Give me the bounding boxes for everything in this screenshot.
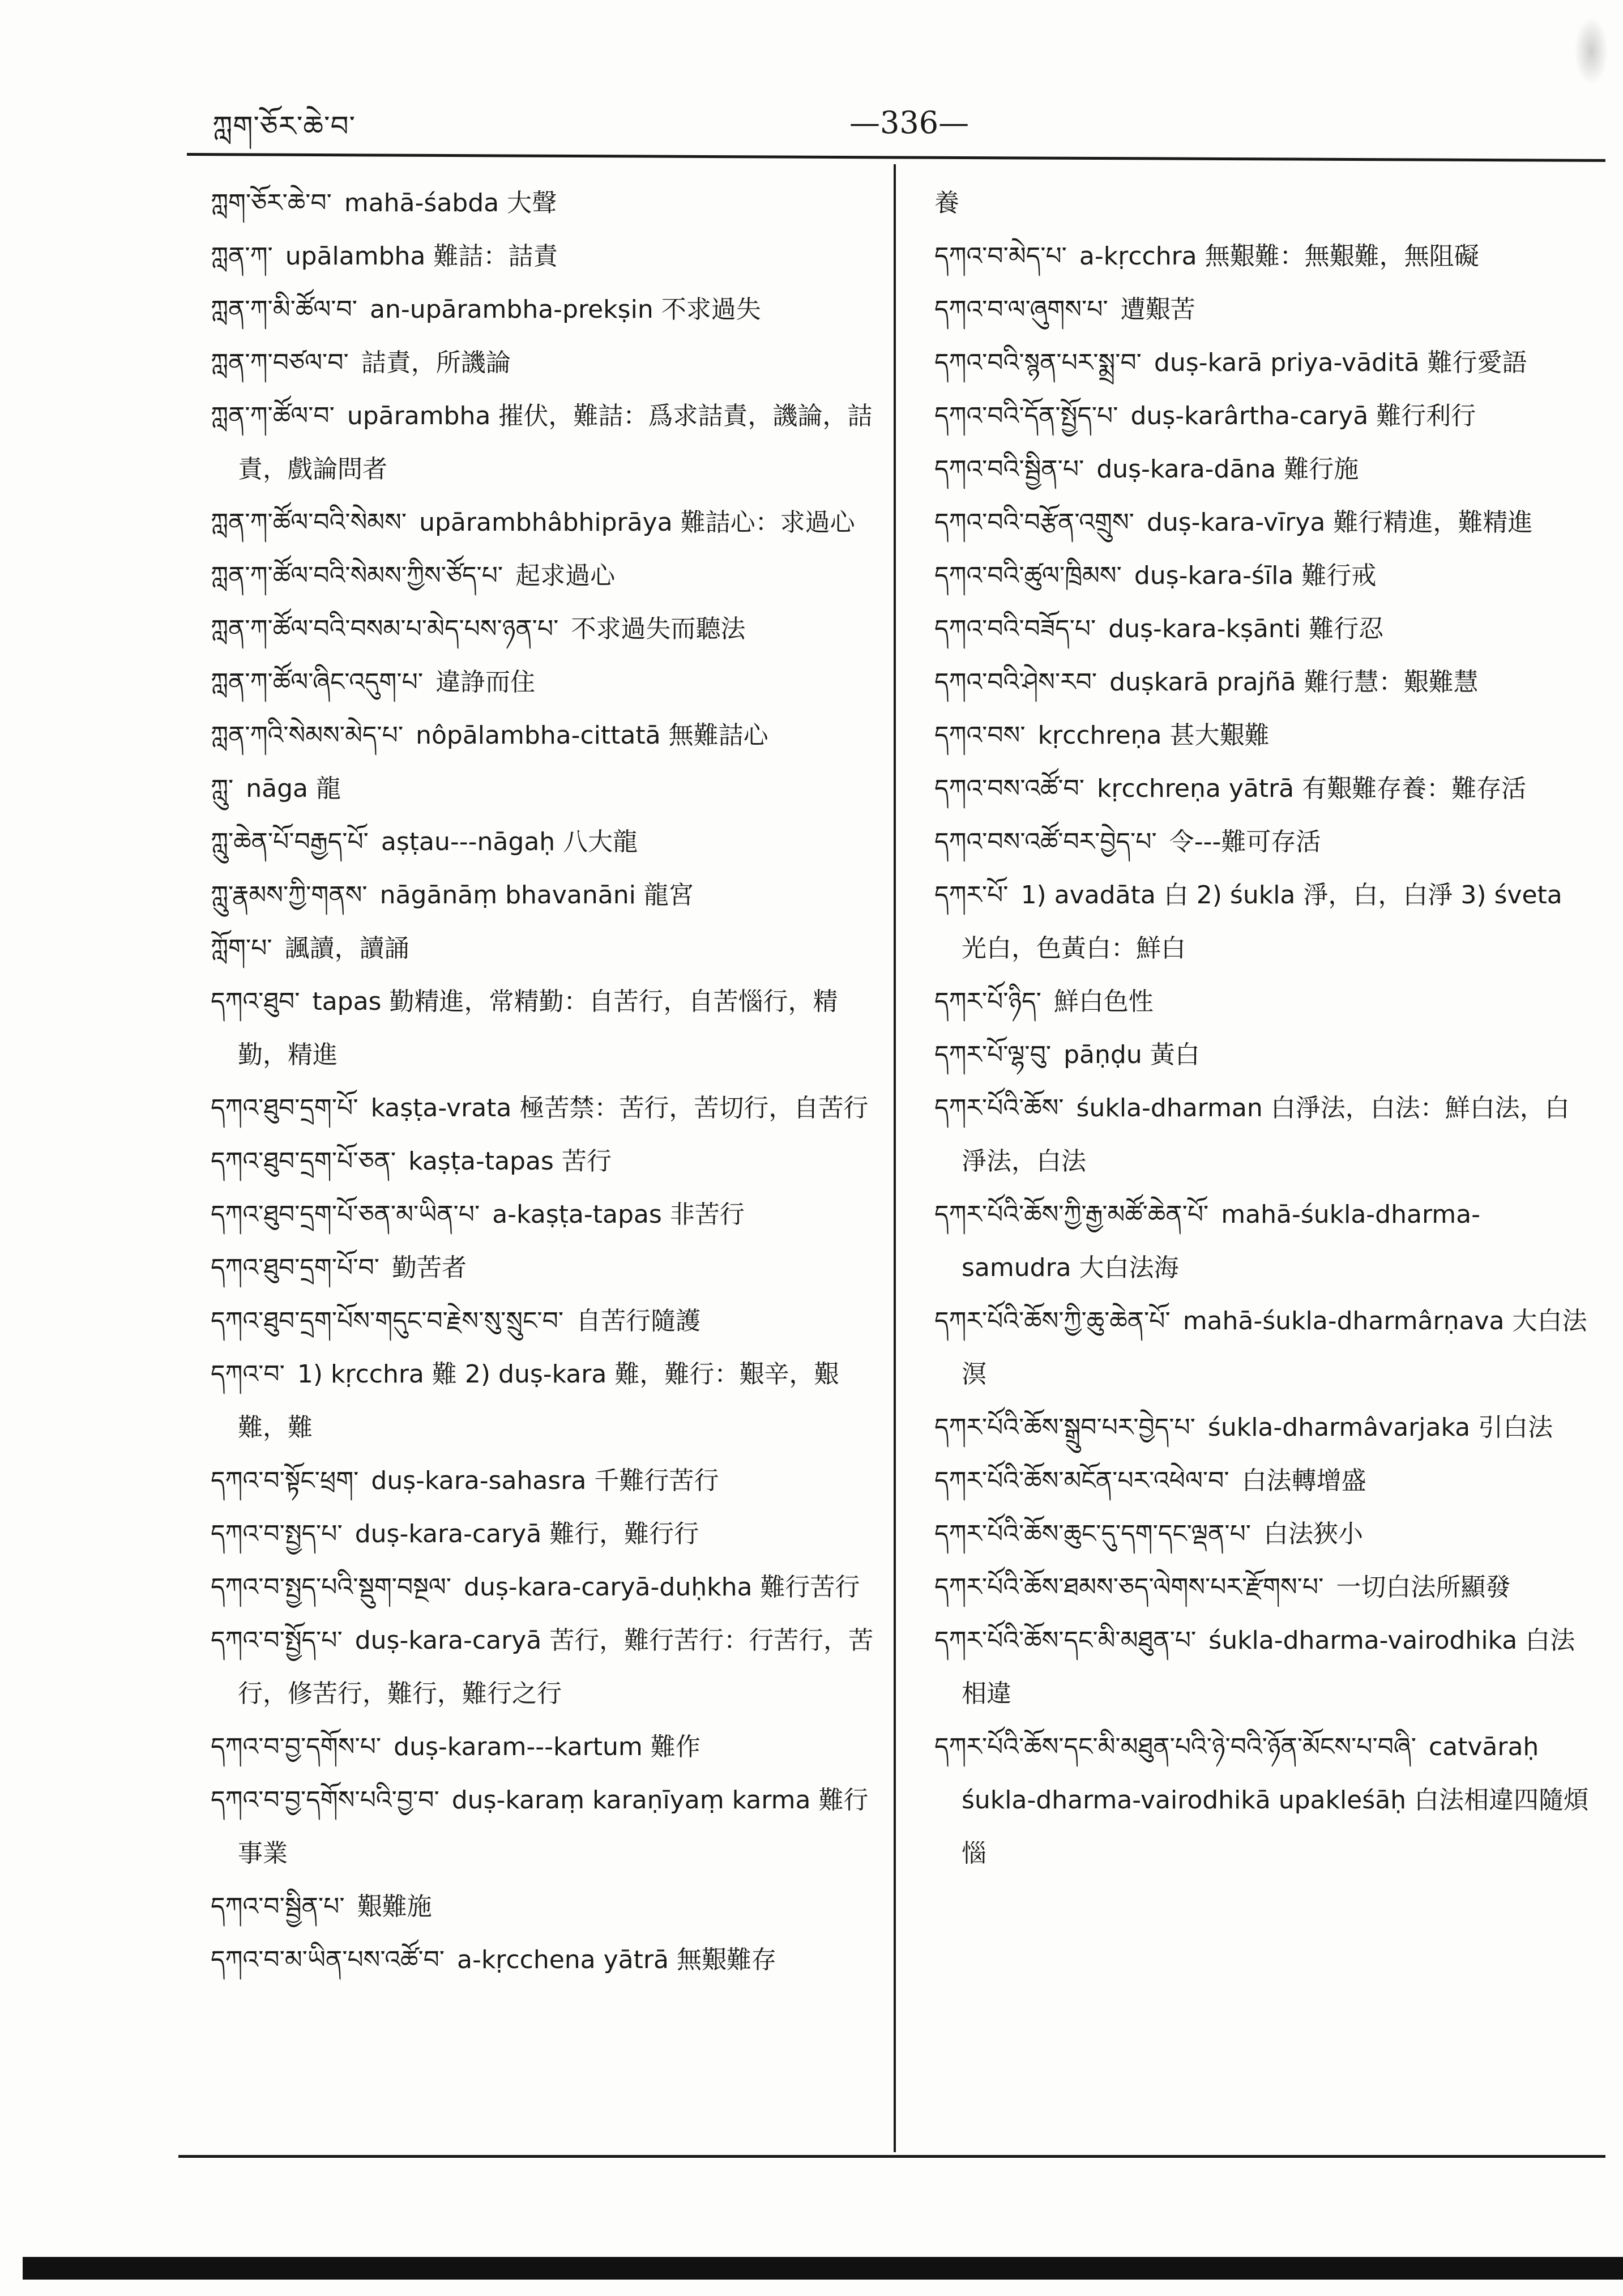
sanskrit-term: upārambhâbhiprāya bbox=[419, 508, 673, 537]
chinese-gloss: 大聲 bbox=[507, 189, 557, 217]
chinese-gloss: 摧伏，難詰：爲求詰責，譏論，詰責，戲論問者 bbox=[238, 402, 873, 484]
chinese-gloss: 難行忍 bbox=[1309, 614, 1384, 643]
tibetan-headword: ཀླན་ཀ་ཚོལ་བ་ bbox=[211, 402, 335, 430]
sanskrit-term: pāṇḍu bbox=[1064, 1040, 1142, 1069]
dictionary-entry bbox=[211, 975, 876, 1082]
chinese-gloss: 難行戒 bbox=[1301, 561, 1377, 590]
sanskrit-term: duṣ-karam---kartum bbox=[394, 1732, 643, 1761]
chinese-gloss: 難行施 bbox=[1284, 455, 1359, 484]
tibetan-headword: དཀར་པོའི་ཆོས་ཆུང་དུ་དག་དང་ལྡན་པ་ bbox=[934, 1520, 1252, 1548]
chinese-gloss: 白法相違 bbox=[962, 1626, 1575, 1708]
chinese-gloss: 無難詰心 bbox=[668, 721, 768, 750]
dictionary-entry bbox=[211, 603, 876, 656]
chinese-gloss: 引白法 bbox=[1478, 1413, 1553, 1442]
dictionary-entry bbox=[934, 1028, 1591, 1082]
sanskrit-term: duṣ-karā priya-vāditā bbox=[1154, 348, 1420, 377]
chinese-gloss: 極苦禁：苦行，苦切行，自苦行 bbox=[519, 1094, 869, 1123]
tibetan-headword: དཀའ་ཐུབ་ bbox=[211, 987, 300, 1016]
tibetan-headword: དཀར་པོའི་ཆོས་ཀྱི་ཆུ་ཆེན་པོ་ bbox=[934, 1307, 1171, 1335]
tibetan-headword: དཀའ་ཐུབ་དྲག་པོ་ཅན་ bbox=[211, 1147, 396, 1176]
dictionary-entry bbox=[211, 336, 876, 390]
tibetan-headword: དཀར་པོ་ཉིད་ bbox=[934, 987, 1041, 1016]
dictionary-entry bbox=[211, 1561, 876, 1614]
tibetan-headword: དཀའ་བ་སྟོང་ཕྲག་ bbox=[211, 1466, 359, 1495]
tibetan-headword: དཀའ་བས་འཚོ་བར་བྱེད་པ་ bbox=[934, 827, 1157, 856]
tibetan-headword: ཀླན་ཀ་མི་ཚོལ་བ་ bbox=[211, 295, 357, 324]
dictionary-entry bbox=[211, 1880, 876, 1934]
sanskrit-term: mahā-śukla-dharmârṇava bbox=[1182, 1307, 1505, 1335]
tibetan-headword: དཀར་པོའི་ཆོས་ bbox=[934, 1094, 1064, 1123]
chinese-gloss: 千難行苦行 bbox=[594, 1466, 719, 1495]
sanskrit-term: duṣkarā prajñā bbox=[1109, 668, 1296, 697]
chinese-gloss: 無艱難存 bbox=[676, 1945, 776, 1974]
sanskrit-term: duṣ-karaṃ karaṇīyaṃ karma bbox=[451, 1786, 811, 1815]
sanskrit-term: catvāraḥ śukla-dharma-vairodhikā upakleśāḥ bbox=[962, 1732, 1539, 1815]
sanskrit-term: śukla-dharma-vairodhika bbox=[1208, 1626, 1518, 1655]
sanskrit-term: a-kaṣṭa-tapas bbox=[492, 1200, 662, 1229]
chinese-gloss: 自苦行隨護 bbox=[576, 1307, 701, 1335]
tibetan-headword: ཀླན་ཀ་ bbox=[211, 242, 273, 271]
chinese-gloss: 非苦行 bbox=[669, 1200, 745, 1229]
tibetan-headword: དཀའ་བའི་སྙན་པར་སྨྲ་བ་ bbox=[934, 348, 1142, 377]
chinese-gloss: 難行事業 bbox=[238, 1786, 869, 1868]
tibetan-headword: དཀའ་བས་ bbox=[934, 721, 1026, 750]
tibetan-headword: ཀླུ་ bbox=[211, 774, 234, 803]
dictionary-entry bbox=[211, 1721, 876, 1774]
tibetan-headword: ཀླན་ཀ་ཚོལ་ཞིང་འདུག་པ་ bbox=[211, 668, 424, 697]
tibetan-headword: ཀླན་ཀ་བཙལ་བ་ bbox=[211, 348, 349, 377]
left-column bbox=[211, 177, 876, 1987]
dictionary-entry bbox=[934, 869, 1591, 975]
dictionary-entry bbox=[934, 230, 1591, 283]
dictionary-entry bbox=[211, 1934, 876, 1987]
dictionary-entry bbox=[211, 1241, 876, 1295]
tibetan-headword: དཀའ་བ་སྦྱིན་པ་ bbox=[211, 1892, 345, 1921]
dictionary-entry bbox=[934, 390, 1591, 443]
chinese-gloss: 難詰：詰責 bbox=[433, 242, 558, 271]
dictionary-entry bbox=[934, 816, 1591, 869]
top-rule bbox=[187, 153, 1605, 162]
chinese-gloss: 難行愛語 bbox=[1427, 348, 1527, 377]
tibetan-headword: དཀར་པོའི་ཆོས་དང་མི་མཐུན་པའི་ཉེ་བའི་ཉོན་མོངས་པ་བཞི་ bbox=[934, 1732, 1416, 1761]
tibetan-headword: དཀའ་བའི་བཟོད་པ་ bbox=[934, 614, 1096, 643]
tibetan-headword: དཀའ་བའི་ཚུལ་ཁྲིམས་ bbox=[934, 561, 1122, 590]
dictionary-entry bbox=[211, 816, 876, 869]
chinese-gloss: 遭艱苦 bbox=[1120, 295, 1195, 324]
chinese-gloss: 難作 bbox=[650, 1732, 701, 1761]
tibetan-headword: དཀའ་བ་སྤྱོད་པ་ bbox=[211, 1626, 343, 1655]
bottom-rule bbox=[178, 2155, 1605, 2158]
dictionary-entry bbox=[211, 656, 876, 709]
sanskrit-term: duṣ-karârtha-caryā bbox=[1130, 402, 1369, 430]
chinese-gloss: 艱難施 bbox=[357, 1892, 432, 1921]
column-divider bbox=[894, 164, 896, 2152]
sanskrit-term: duṣ-kara-caryā bbox=[355, 1626, 542, 1655]
chinese-gloss: 大白法溟 bbox=[962, 1307, 1587, 1389]
chinese-gloss: 起求過心 bbox=[515, 561, 616, 590]
tibetan-headword: དཀའ་བའི་དོན་སྤྱོད་པ་ bbox=[934, 402, 1118, 430]
sanskrit-term: duṣ-kara-caryā-duḥkha bbox=[464, 1573, 753, 1602]
tibetan-headword: དཀར་པོའི་ཆོས་ཐམས་ཅད་ལེགས་པར་རྫོགས་པ་ bbox=[934, 1573, 1324, 1602]
sanskrit-term: duṣ-kara-vīrya bbox=[1146, 508, 1326, 537]
dictionary-entry bbox=[934, 709, 1591, 762]
tibetan-headword: དཀའ་བའི་བརྩོན་འགྲུས་ bbox=[934, 508, 1134, 537]
dictionary-entry bbox=[934, 656, 1591, 709]
tibetan-headword: ཀླན་ཀ་ཚོལ་བའི་སེམས་ bbox=[211, 508, 407, 537]
sanskrit-term: nāga bbox=[246, 774, 308, 803]
page-number: —336— bbox=[849, 105, 969, 140]
dictionary-entry bbox=[934, 1295, 1591, 1401]
tibetan-headword: དཀའ་ཐུབ་དྲག་པོས་གདུང་བ་རྗེས་སུ་སྲུང་བ་ bbox=[211, 1307, 564, 1335]
dictionary-entry bbox=[934, 1508, 1591, 1561]
sanskrit-term: śukla-dharman bbox=[1076, 1094, 1263, 1123]
dictionary-entry bbox=[934, 283, 1591, 336]
dictionary-entry bbox=[934, 975, 1591, 1028]
chinese-gloss: 苦行 bbox=[561, 1147, 612, 1176]
tibetan-headword: དཀའ་བ་ bbox=[211, 1360, 285, 1389]
sanskrit-term: nôpālambha-cittatā bbox=[416, 721, 661, 750]
tibetan-headword: དཀའ་བ་བྱ་དགོས་པའི་བྱ་བ་ bbox=[211, 1786, 439, 1815]
sanskrit-term: nāgānāṃ bhavanāni bbox=[379, 881, 636, 910]
dictionary-entry bbox=[211, 1188, 876, 1241]
chinese-gloss: 諷讀，讀誦 bbox=[284, 934, 409, 963]
dictionary-entry bbox=[211, 1082, 876, 1135]
dictionary-entry bbox=[211, 1295, 876, 1348]
sanskrit-term: śukla-dharmâvarjaka bbox=[1207, 1413, 1471, 1442]
dictionary-entry bbox=[211, 1454, 876, 1508]
chinese-gloss: 龍宮 bbox=[643, 881, 694, 910]
tibetan-headword: དཀར་པོ་ལྷ་བུ་ bbox=[934, 1040, 1052, 1069]
sanskrit-term: duṣ-kara-kṣānti bbox=[1108, 614, 1301, 643]
dictionary-entry bbox=[934, 496, 1591, 549]
tibetan-headword: ཀླན་ཀ་ཚོལ་བའི་སེམས་ཀྱིས་ཙོད་པ་ bbox=[211, 561, 503, 590]
tibetan-headword: ཀླན་ཀ་ཚོལ་བའི་བསམ་པ་མེད་པས་ཉན་པ་ bbox=[211, 614, 559, 643]
chinese-gloss: 難行，難行行 bbox=[549, 1520, 699, 1548]
chinese-gloss: 養 bbox=[934, 189, 959, 217]
chinese-gloss: 無艱難：無艱難，無阻礙 bbox=[1205, 242, 1479, 271]
dictionary-entry bbox=[934, 762, 1591, 816]
sanskrit-term: duṣ-kara-sahasra bbox=[371, 1466, 587, 1495]
dictionary-entry bbox=[211, 230, 876, 283]
sanskrit-term: mahā-śabda bbox=[344, 189, 499, 217]
tibetan-headword: དཀར་པོ་ bbox=[934, 881, 1009, 910]
chinese-gloss: 難詰心：求過心 bbox=[680, 508, 855, 537]
tibetan-headword: དཀའ་བས་འཚོ་བ་ bbox=[934, 774, 1084, 803]
dictionary-entry bbox=[211, 496, 876, 549]
chinese-gloss: 一切白法所顯發 bbox=[1336, 1573, 1511, 1602]
chinese-gloss: 有艱難存養：難存活 bbox=[1302, 774, 1527, 803]
dictionary-entry bbox=[211, 283, 876, 336]
chinese-gloss: 甚大艱難 bbox=[1169, 721, 1270, 750]
tibetan-headword: ཀླག་ཅོར་ཆེ་བ་ bbox=[211, 189, 332, 217]
dictionary-entry bbox=[211, 869, 876, 922]
chinese-gloss: 白法轉增盛 bbox=[1241, 1466, 1366, 1495]
dictionary-entry bbox=[211, 1135, 876, 1188]
sanskrit-term: upārambha bbox=[347, 402, 491, 430]
dictionary-entry bbox=[934, 1082, 1591, 1188]
tibetan-headword: དཀའ་བའི་ཤེས་རབ་ bbox=[934, 668, 1097, 697]
chinese-gloss: 勤苦者 bbox=[392, 1253, 467, 1282]
tibetan-headword: དཀའ་བ་མ་ཡིན་པས་འཚོ་བ་ bbox=[211, 1945, 445, 1974]
dictionary-entry bbox=[934, 549, 1591, 603]
chinese-gloss: 苦行，難行苦行：行苦行，苦行，修苦行，難行，難行之行 bbox=[238, 1626, 874, 1708]
sanskrit-term: a-kṛcchena yātrā bbox=[457, 1945, 669, 1974]
scan-smudge bbox=[1574, 17, 1608, 85]
dictionary-entry bbox=[934, 1721, 1591, 1880]
sanskrit-term: aṣṭau---nāgaḥ bbox=[381, 827, 556, 856]
chinese-gloss: 難行慧：艱難慧 bbox=[1304, 668, 1479, 697]
tibetan-headword: དཀར་པོའི་ཆོས་མངོན་པར་འཕེལ་བ་ bbox=[934, 1466, 1229, 1495]
tibetan-headword: དཀའ་ཐུབ་དྲག་པོ་བ་ bbox=[211, 1253, 380, 1282]
tibetan-headword: དཀའ་བ་བྱ་དགོས་པ་ bbox=[211, 1732, 382, 1761]
chinese-gloss: 八大龍 bbox=[563, 827, 638, 856]
chinese-gloss: 令---難可存活 bbox=[1169, 827, 1321, 856]
dictionary-entry bbox=[211, 177, 876, 230]
tibetan-headword: དཀར་པོའི་ཆོས་དང་མི་མཐུན་པ་ bbox=[934, 1626, 1197, 1655]
dictionary-entry bbox=[934, 1401, 1591, 1454]
sanskrit-term: duṣ-kara-caryā bbox=[355, 1520, 542, 1548]
tibetan-headword: དཀར་པོའི་ཆོས་ཀྱི་རྒྱ་མཚོ་ཆེན་པོ་ bbox=[934, 1200, 1209, 1229]
tibetan-headword: དཀའ་བ་ལ་ཞུགས་པ་ bbox=[934, 295, 1108, 324]
dictionary-entry bbox=[934, 1454, 1591, 1508]
tibetan-headword: དཀའ་བ་སྤྱད་པའི་སྡུག་བསྔལ་ bbox=[211, 1573, 452, 1602]
chinese-gloss: 白法狹小 bbox=[1263, 1520, 1364, 1548]
chinese-gloss: 難行利行 bbox=[1376, 402, 1476, 430]
sanskrit-term: kṛcchreṇa yātrā bbox=[1096, 774, 1295, 803]
sanskrit-term: duṣ-kara-śīla bbox=[1134, 561, 1294, 590]
tibetan-headword: ཀླུ་ཆེན་པོ་བརྒྱད་པོ་ bbox=[211, 827, 369, 856]
chinese-gloss: 黃白 bbox=[1150, 1040, 1200, 1069]
dictionary-entry bbox=[934, 1561, 1591, 1614]
chinese-gloss: 難，難行：艱辛，艱難，難 bbox=[238, 1360, 839, 1442]
tibetan-headword: དཀའ་ཐུབ་དྲག་པོ་ཅན་མ་ཡིན་པ་ bbox=[211, 1200, 480, 1229]
chinese-gloss: 白法相違四隨煩惱 bbox=[962, 1786, 1589, 1868]
dictionary-entry bbox=[211, 709, 876, 762]
sanskrit-term: mahā-śukla-dharma-samudra bbox=[962, 1200, 1480, 1282]
chinese-gloss: 難行精進，難精進 bbox=[1333, 508, 1533, 537]
dictionary-entry bbox=[934, 336, 1591, 390]
chinese-gloss: 龍 bbox=[315, 774, 341, 803]
dictionary-entry bbox=[211, 1774, 876, 1880]
sanskrit-term: tapas bbox=[312, 987, 382, 1016]
chinese-gloss: 難行苦行 bbox=[760, 1573, 860, 1602]
chinese-gloss: 大白法海 bbox=[1079, 1253, 1179, 1282]
tibetan-headword: དཀར་པོའི་ཆོས་སྒྲུབ་པར་བྱེད་པ་ bbox=[934, 1413, 1195, 1442]
tibetan-headword: དཀའ་བ་མེད་པ་ bbox=[934, 242, 1067, 271]
sanskrit-term: an-upārambha-prekṣin bbox=[369, 295, 654, 324]
dictionary-entry bbox=[211, 1508, 876, 1561]
dictionary-entry bbox=[934, 1188, 1591, 1295]
tibetan-headword: ཀློག་པ་ bbox=[211, 934, 272, 963]
dictionary-entry bbox=[934, 603, 1591, 656]
sanskrit-term: 1) kṛcchra 難 2) duṣ-kara bbox=[297, 1360, 607, 1389]
dictionary-entry bbox=[211, 390, 876, 496]
dictionary-entry bbox=[211, 549, 876, 603]
chinese-gloss: 不求過失 bbox=[661, 295, 761, 324]
chinese-gloss: 勤精進，常精勤：自苦行，自苦惱行，精勤，精進 bbox=[238, 987, 838, 1069]
sanskrit-term: upālambha bbox=[285, 242, 426, 271]
chinese-gloss: 光白，色黃白：鮮白 bbox=[962, 934, 1186, 963]
dictionary-entry bbox=[934, 177, 1591, 230]
tibetan-headword: དཀའ་བའི་སྦྱིན་པ་ bbox=[934, 455, 1084, 484]
dictionary-entry bbox=[211, 1614, 876, 1721]
chinese-gloss: 詰責，所譏論 bbox=[361, 348, 511, 377]
dictionary-entry bbox=[934, 1614, 1591, 1721]
sanskrit-term: a-kṛcchra bbox=[1079, 242, 1197, 271]
running-head: ཀླག་ཅོར་ཆེ་བ་ bbox=[212, 110, 356, 143]
dictionary-entry bbox=[211, 1348, 876, 1454]
scan-edge-band bbox=[23, 2257, 1623, 2280]
chinese-gloss: 白淨法，白法：鮮白法，白淨法，白法 bbox=[962, 1094, 1570, 1176]
chinese-gloss: 不求過失而聽法 bbox=[571, 614, 746, 643]
sanskrit-term: 1) avadāta 白 2) śukla 淨，白，白淨 3) śveta bbox=[1020, 881, 1562, 910]
dictionary-entry bbox=[211, 762, 876, 816]
tibetan-headword: ཀླན་ཀའི་སེམས་མེད་པ་ bbox=[211, 721, 404, 750]
sanskrit-term: kaṣṭa-vrata bbox=[370, 1094, 512, 1123]
dictionary-entry bbox=[211, 922, 876, 975]
chinese-gloss: 違諍而住 bbox=[435, 668, 536, 697]
tibetan-headword: དཀའ་བ་སྤྱད་པ་ bbox=[211, 1520, 343, 1548]
chinese-gloss: 鮮白色性 bbox=[1053, 987, 1154, 1016]
dictionary-entry bbox=[934, 443, 1591, 496]
right-column bbox=[934, 177, 1591, 1880]
tibetan-headword: ཀླུ་རྣམས་ཀྱི་གནས་ bbox=[211, 881, 368, 910]
tibetan-headword: དཀའ་ཐུབ་དྲག་པོ་ bbox=[211, 1094, 358, 1123]
sanskrit-term: duṣ-kara-dāna bbox=[1096, 455, 1276, 484]
sanskrit-term: kaṣṭa-tapas bbox=[408, 1147, 554, 1176]
sanskrit-term: kṛcchreṇa bbox=[1037, 721, 1162, 750]
